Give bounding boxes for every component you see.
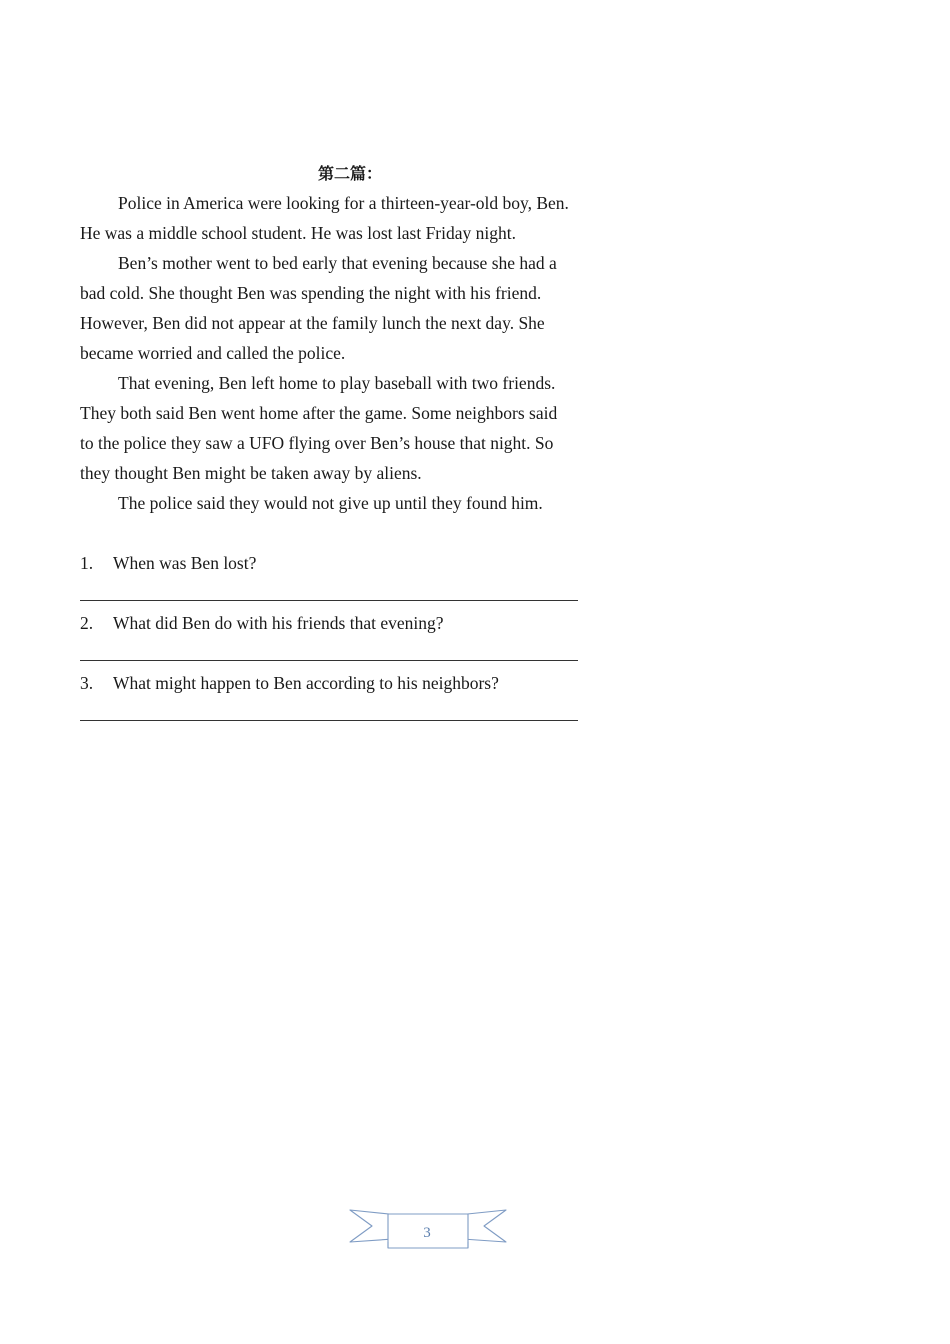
paragraph-4	[80, 488, 640, 518]
text-line: He was a middle school student. He was lost last Friday night.	[80, 223, 516, 243]
text-line: became worried and called the police.	[80, 343, 346, 363]
question-number: 3.	[80, 673, 94, 693]
text-line: Police in America were looking for a thirteen-year-old boy, Ben.	[118, 193, 569, 213]
text-line: They both said Ben went home after the game. Some neighbors said	[80, 403, 558, 423]
answer-line-2[interactable]	[80, 638, 578, 668]
question-number: 2.	[80, 613, 94, 633]
question-1	[80, 548, 640, 578]
question-text: What did Ben do with his friends that evening?	[113, 613, 444, 633]
page-content	[80, 158, 640, 728]
text-line: The police said they would not give up until they found him.	[118, 493, 543, 513]
question-text: What might happen to Ben according to his neighbors?	[113, 673, 499, 693]
text-line: they thought Ben might be taken away by aliens.	[80, 463, 422, 483]
question-number: 1.	[80, 553, 94, 573]
paragraph-1	[80, 188, 640, 248]
text-line: Ben’s mother went to bed early that evening because she had a	[118, 253, 557, 273]
answer-line-3[interactable]	[80, 698, 578, 728]
section-title: 第二篇：	[317, 164, 382, 183]
paragraph-2	[80, 248, 640, 368]
question-text: When was Ben lost?	[113, 553, 257, 573]
text-line: That evening, Ben left home to play baseball with two friends.	[118, 373, 556, 393]
paragraph-3	[80, 368, 640, 488]
question-3	[80, 668, 640, 698]
question-2	[80, 608, 640, 638]
page-number: 3	[423, 1225, 431, 1241]
text-line: bad cold. She thought Ben was spending the night with his friend.	[80, 283, 542, 303]
answer-line-1[interactable]	[80, 578, 578, 608]
spacer	[80, 518, 640, 548]
text-line: However, Ben did not appear at the family lunch the next day. She	[80, 313, 545, 333]
text-line: to the police they saw a UFO flying over Ben’s house that night. So	[80, 433, 554, 453]
